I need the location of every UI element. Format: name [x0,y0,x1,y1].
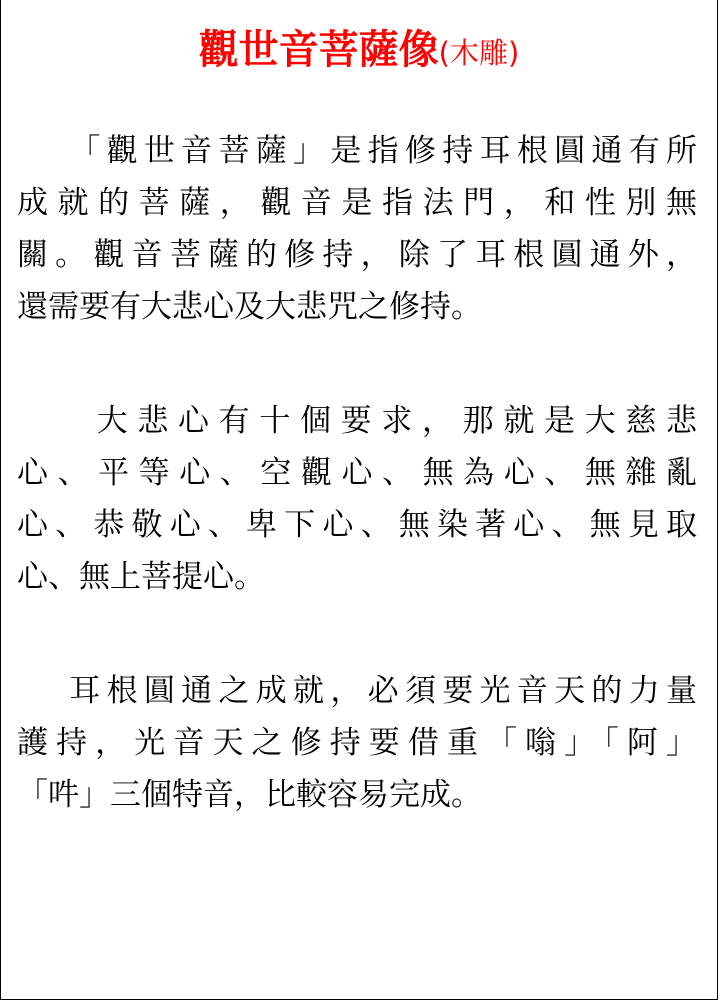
paragraph-line: 心、恭敬心、卑下心、無染著心、無見取 [17,507,697,543]
title-main: 觀世音菩薩像 [198,27,439,73]
paragraph-line: 心、無上菩提心。 [17,559,265,595]
paragraph-line: 護持，光音天之修持要借重「嗡」「阿」 [17,725,697,761]
paragraph-line: 關。觀音菩薩的修持，除了耳根圓通外， [17,237,697,273]
paragraph-line: 「觀世音菩薩」是指修持耳根圓通有所 [63,133,697,169]
title-subtitle: (木雕) [438,36,520,70]
document-body [17,125,697,821]
paragraph-line: 「吽」三個特音，比較容易完成。 [17,777,482,813]
page-title [1,18,717,75]
paragraph-line: 心、平等心、空觀心、無為心、無雜亂 [17,455,697,491]
paragraph-line: 還需要有大悲心及大悲咒之修持。 [17,289,482,325]
paragraph-line: 大悲心有十個要求，那就是大慈悲 [87,403,697,439]
paragraph-line: 成就的菩薩，觀音是指法門，和性別無 [17,185,697,221]
paragraph-3 [17,665,697,821]
paragraph-1 [17,125,697,333]
paragraph-2 [17,395,697,603]
paragraph-line: 耳根圓通之成就，必須要光音天的力量 [63,673,697,709]
